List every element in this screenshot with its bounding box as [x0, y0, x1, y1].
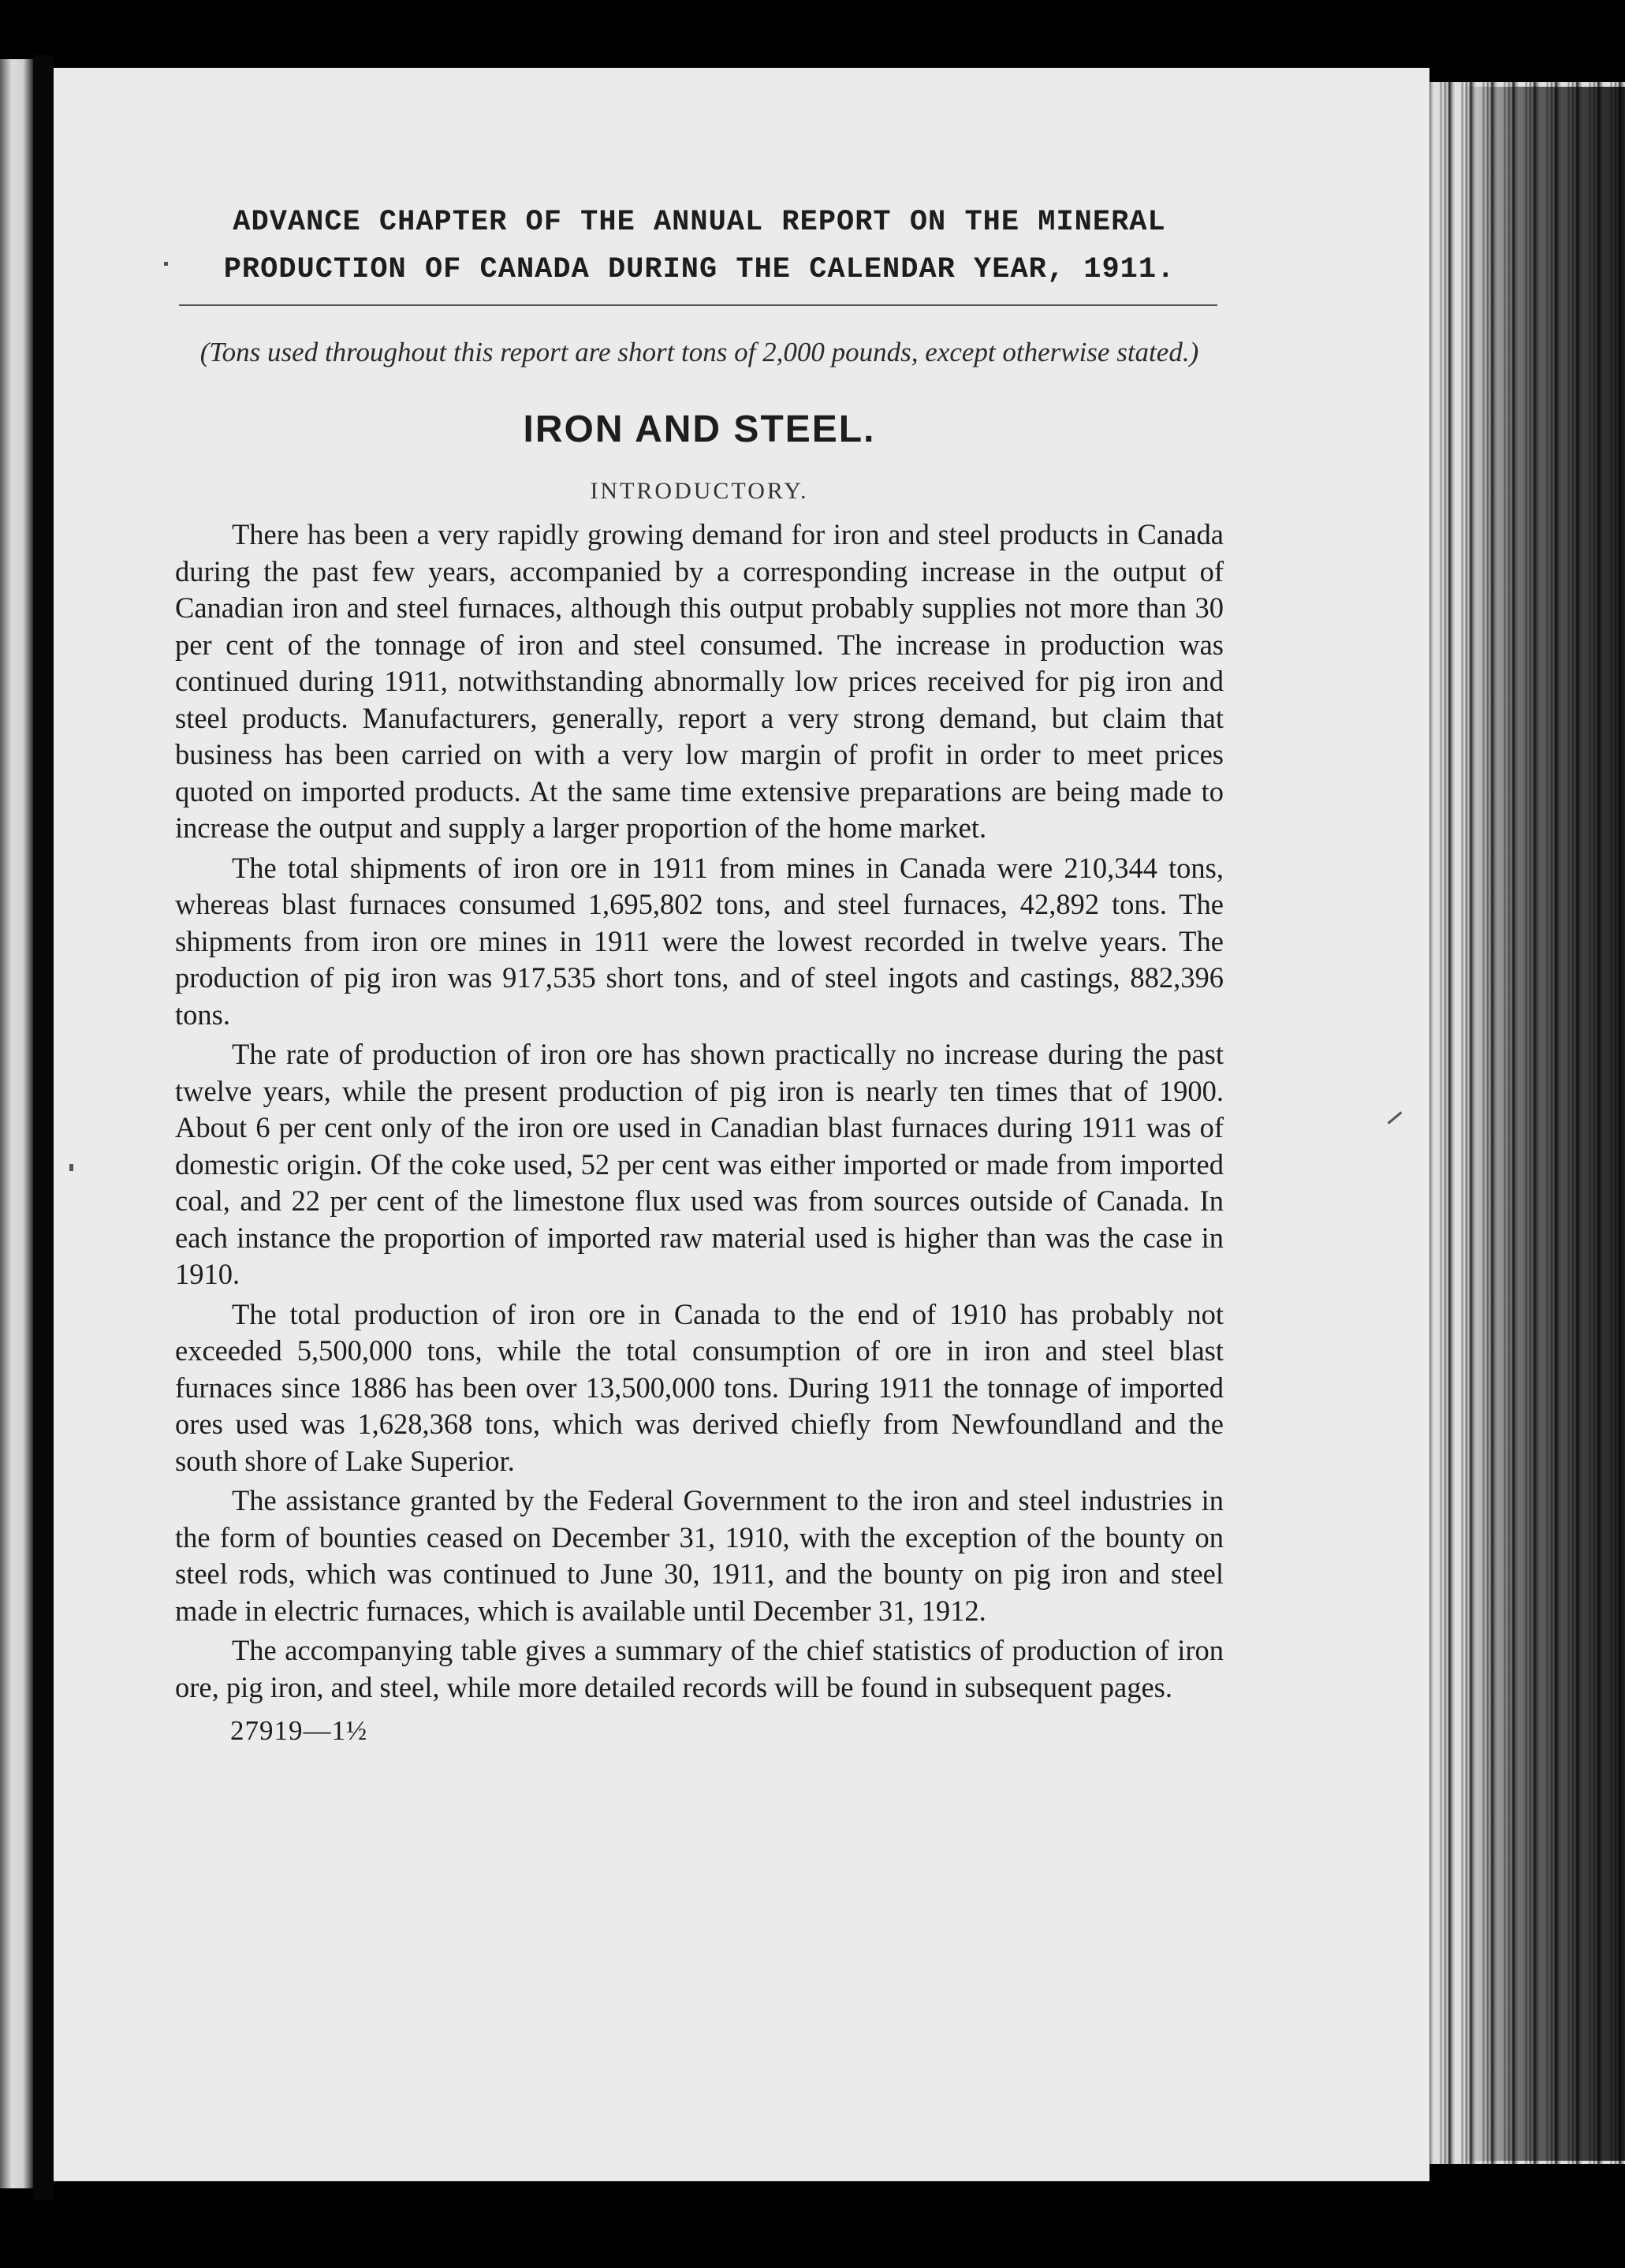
page-edges-shadow [1460, 87, 1625, 2161]
paragraph: The total production of iron ore in Canada to the end of 1910 has probably not exceeded 5,500,000 tons, while the total consumption of ore in iron and steel blast furnaces since 1886 has been over 13,500,000 tons. During 1911 the tonnage of imported ores used was 1,628,368 tons, which was derived chiefly from Newfoundland and the south shore of Lake Superior. [175, 1297, 1224, 1477]
scan-mark [1388, 1111, 1403, 1124]
book-gutter-shadow [33, 55, 54, 2200]
header-line-2: PRODUCTION OF CANADA DURING THE CALENDAR YEAR, 1911. [223, 253, 1176, 286]
scan-speck [164, 262, 168, 266]
paragraph: The total shipments of iron ore in 1911 from mines in Canada were 210,344 tons, whereas blast furnaces consumed 1,695,802 tons, and steel furnaces, 42,892 tons. The shipments from iron ore mines in 1911 were the lowest recorded in twelve years. The production of pig iron was 917,535 short tons, and of steel ingots and castings, 882,396 tons. [175, 851, 1224, 1031]
scan-speck [69, 1164, 73, 1171]
paragraph: The rate of production of iron ore has shown practically no increase during the past twelve years, while the present production of pig iron is nearly ten times that of 1900. About 6 per cent only of the iron ore used in Canadian blast furnaces during 1911 was of domestic origin. Of the coke used, 52 per cent was either imported or made from imported coal, and 22 per cent of the limestone flux used was from sources outside of Canada. In each instance the proportion of imported raw material used is higher than was the case in 1910. [175, 1038, 1224, 1290]
page-content [175, 199, 1224, 1748]
header-rule [179, 304, 1217, 306]
left-page-edge [0, 59, 33, 2188]
units-note: (Tons used throughout this report are short tons of 2,000 pounds, except otherwise stated.) [199, 337, 1199, 367]
section-subhead: INTRODUCTORY. [590, 478, 809, 504]
print-signature: 27919—1½ [230, 1715, 368, 1746]
chapter-title: IRON AND STEEL. [523, 408, 876, 450]
paragraph: The accompanying table gives a summary of the chief statistics of production of iron ore, pig iron, and steel, while more detailed records will be found in subsequent pages. [175, 1634, 1224, 1703]
paragraph: The assistance granted by the Federal Government to the iron and steel industries in the form of bounties ceased on December 31, 1910, with the exception of the bounty on steel rods, which was continued to June 30, 1911, and the bounty on pig iron and steel made in electric furnaces, which is available until December 31, 1912. [175, 1484, 1224, 1627]
report-header [175, 199, 1224, 293]
header-line-1: ADVANCE CHAPTER OF THE ANNUAL REPORT ON THE MINERAL [233, 206, 1166, 239]
paragraph: There has been a very rapidly growing demand for iron and steel products in Canada during the past few years, accompanied by a corresponding increase in the output of Canadian iron and steel furnaces, although this output probably supplies not more than 30 per cent of the tonnage of iron and steel consumed. The increase in production was continued during 1911, notwithstanding abnormally low prices received for pig iron and steel products. Manufacturers, generally, report a very strong demand, but claim that business has been carried on with a very low margin of profit in order to meet prices quoted on imported products. At the same time extensive preparations are being made to increase the output and supply a larger proportion of the home market. [175, 518, 1224, 844]
